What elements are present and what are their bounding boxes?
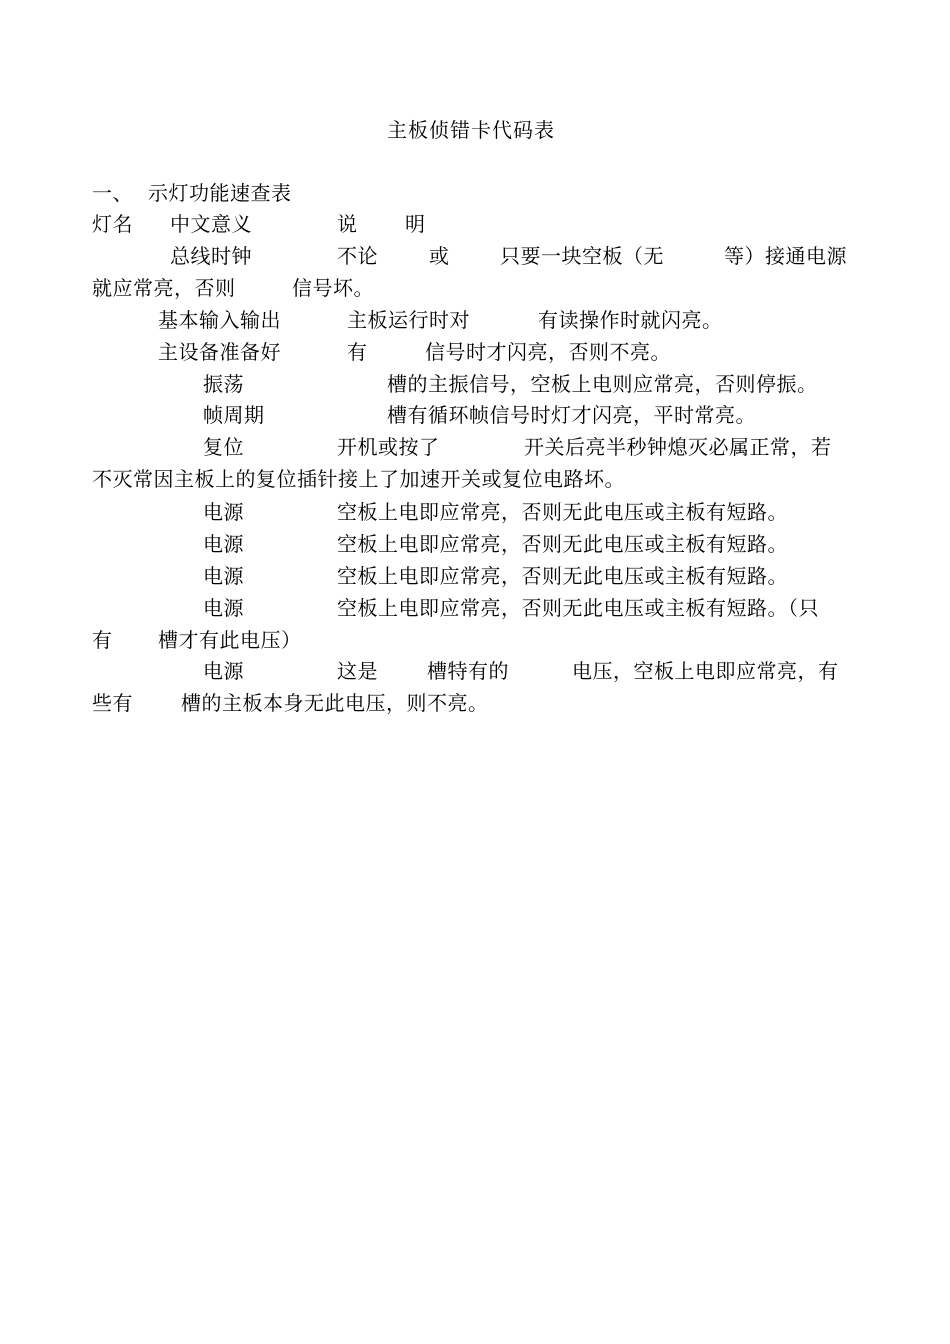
text-fragment: 有 bbox=[347, 340, 368, 364]
text-fragment: 电源 bbox=[203, 532, 244, 556]
text-fragment: 振荡 bbox=[203, 372, 244, 396]
text-fragment: 复位 bbox=[203, 435, 244, 459]
text-fragment: 或 bbox=[429, 244, 450, 268]
text-fragment: 就应常亮，否则 bbox=[92, 276, 236, 300]
text-fragment: 有 bbox=[92, 628, 113, 652]
section-number: 一、 bbox=[92, 181, 133, 205]
text-fragment: 主设备准备好 bbox=[158, 340, 281, 364]
text-fragment: 空板上电即应常亮，否则无此电压或主板有短路。 bbox=[337, 500, 788, 524]
text-fragment: 电源 bbox=[203, 659, 244, 683]
text-fragment: 空板上电即应常亮，否则无此电压或主板有短路。 bbox=[337, 532, 788, 556]
text-fragment: 槽才有此电压） bbox=[158, 628, 302, 652]
text-fragment: 电源 bbox=[203, 500, 244, 524]
text-fragment: 总线时钟 bbox=[170, 244, 252, 268]
text-fragment: 信号坏。 bbox=[292, 276, 374, 300]
text-fragment: 电压，空板上电即应常亮，有 bbox=[572, 659, 839, 683]
text-fragment: 空板上电即应常亮，否则无此电压或主板有短路。（只 bbox=[337, 596, 819, 620]
text-fragment: 等）接通电源 bbox=[724, 244, 847, 268]
document-title: 主板侦错卡代码表 bbox=[387, 118, 555, 142]
text-fragment: 开关后亮半秒钟熄灭必属正常，若 bbox=[524, 435, 832, 459]
text-fragment: 不论 bbox=[337, 244, 378, 268]
text-fragment: 电源 bbox=[203, 564, 244, 588]
text-fragment: 槽有循环帧信号时灯才闪亮，平时常亮。 bbox=[387, 403, 756, 427]
text-fragment: 信号时才闪亮，否则不亮。 bbox=[425, 340, 671, 364]
text-fragment: 不灭常因主板上的复位插针接上了加速开关或复位电路坏。 bbox=[92, 467, 625, 491]
section-heading: 示灯功能速查表 bbox=[148, 181, 292, 205]
text-fragment: 帧周期 bbox=[203, 403, 265, 427]
text-fragment: 主板运行时对 bbox=[347, 308, 470, 332]
header-desc-1: 说 bbox=[337, 212, 358, 236]
text-fragment: 些有 bbox=[92, 691, 133, 715]
text-fragment: 槽的主板本身无此电压，则不亮。 bbox=[181, 691, 489, 715]
header-desc-2: 明 bbox=[405, 212, 426, 236]
text-fragment: 电源 bbox=[203, 596, 244, 620]
text-fragment: 空板上电即应常亮，否则无此电压或主板有短路。 bbox=[337, 564, 788, 588]
text-fragment: 这是 bbox=[337, 659, 378, 683]
text-fragment: 只要一块空板（无 bbox=[500, 244, 664, 268]
text-fragment: 基本输入输出 bbox=[158, 308, 281, 332]
text-fragment: 槽的主振信号，空板上电则应常亮，否则停振。 bbox=[387, 372, 818, 396]
text-fragment: 开机或按了 bbox=[337, 435, 440, 459]
text-fragment: 有读操作时就闪亮。 bbox=[538, 308, 723, 332]
header-light-name: 灯名 bbox=[92, 212, 133, 236]
header-meaning: 中文意义 bbox=[170, 212, 252, 236]
text-fragment: 槽特有的 bbox=[427, 659, 509, 683]
